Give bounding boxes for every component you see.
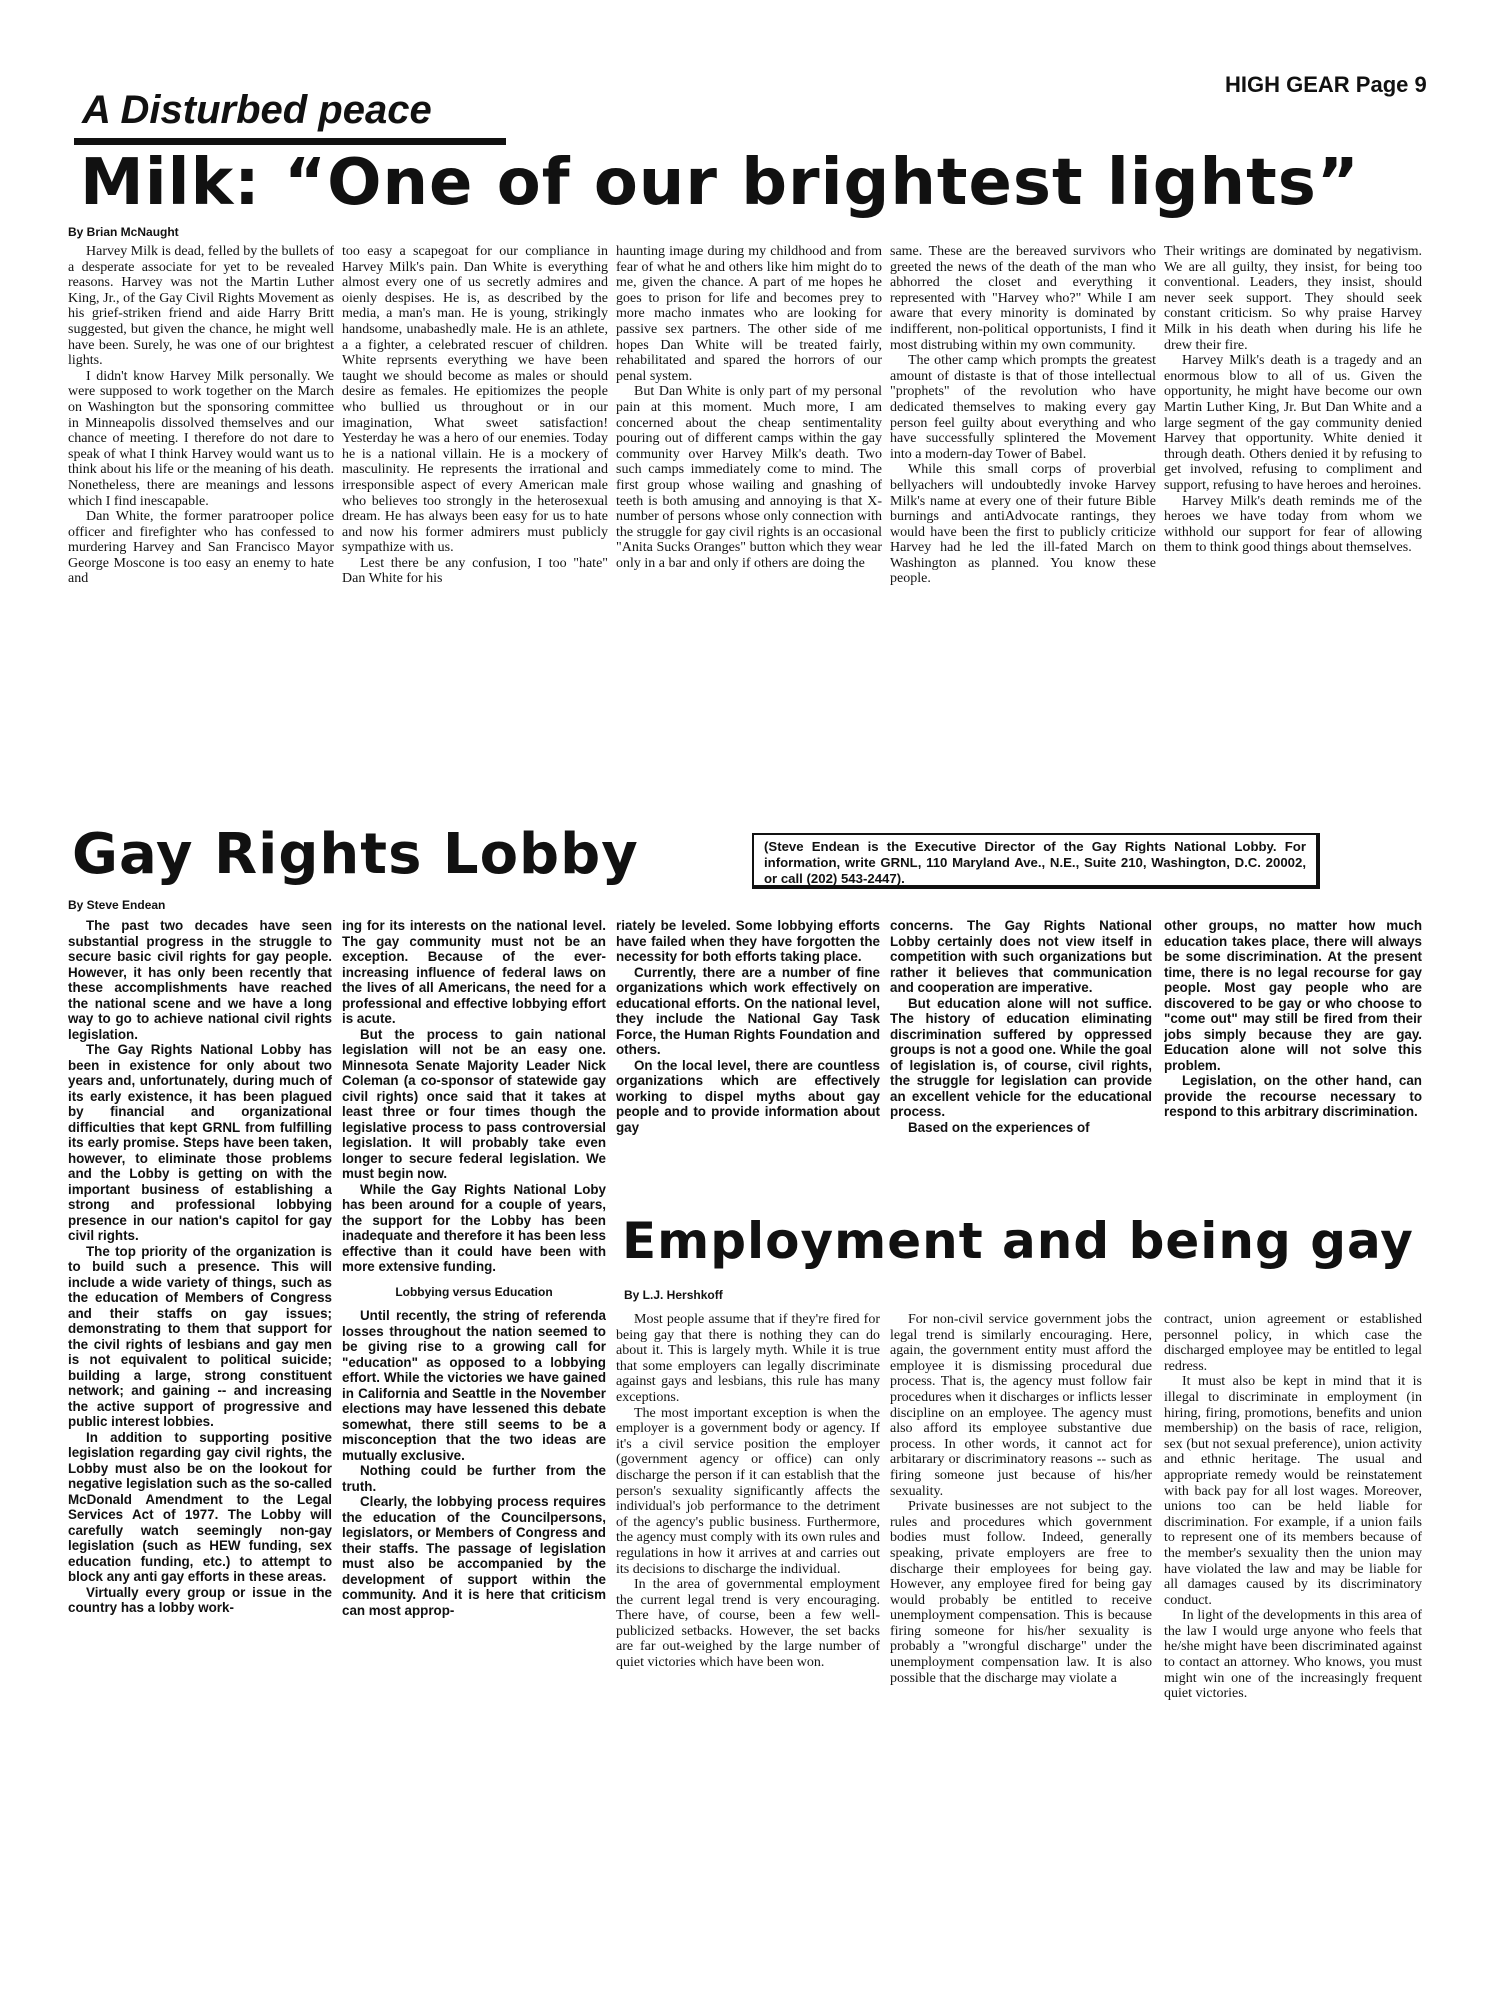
paragraph: same. These are the bereaved survivors who greeted the news of the death of the man who abhorred the closet and everything it represented with "Harvey who?" While I am aware that every minority is dominated by indifferent, non-political opportunists, I find it most distrubing within my own community.	[890, 244, 1156, 353]
paragraph: The top priority of the organization is to build such a presence. This will include a wide variety of things, such as the education of Members of Congress and their staffs on gay issues; demonstrating to them that support for the civil rights of lesbians and gay men is not equivalent to political suicide; building a large, strong constituent network; and gaining -- and increasing the active support of progressive and public interest lobbies.	[68, 1243, 332, 1429]
paragraph: In addition to supporting positive legislation regarding gay civil rights, the Lobby must also be on the lookout for negative legislation such as the so-called McDonald Amendment to the Legal Services Act of 1977. The Lobby will carefully watch seemingly non-gay legislation (such as HEW funding, sex education funding, etc.) to attempt to block any anti gay efforts in these areas.	[68, 1429, 332, 1584]
article1-headline: Milk: “One of our brightest lights”	[80, 146, 1360, 220]
paragraph: But education alone will not suffice. The history of education eliminating discrimination suffered by oppressed groups is not a good one. While the goal of legislation is, of course, civil rights, the struggle for legislation can provide an excellent vehicle for the educational process.	[890, 995, 1152, 1119]
paragraph: Their writings are dominated by negativism. We are all guilty, they insist, for being too conventional. Leaders, they insist, should never seek support. They should seek constant criticism. So why praise Harvey Milk in his death when during his life he drew their fire.	[1164, 244, 1422, 353]
paragraph: The most important exception is when the employer is a government body or agency. If it's a civil service position the employer (government agency or office) can only discharge the person if it can establish that the person's sexuality significantly affects the individual's job performance to the detriment of the agency's public business. Furthermore, the agency must comply with its own rules and regulations in how it arrives at and carries out its decisions to discharge the individual.	[616, 1405, 880, 1577]
paragraph: too easy a scapegoat for our compliance in Harvey Milk's pain. Dan White is everything almost every one of us secretly admires and oienly despises. He is, as described by the media, a man's man. He is young, strikingly handsome, unabashedly male. He is an athlete, a a fighter, a celebrated rescuer of children. White reprsents everything we have been taught we should become as males or should desire as females. He epitiomizes the people who bullied us throughout or in our imagination, What sweet satisfaction! Yesterday he was a hero of our enemies. Today he is a national villain. He is a mockery of masculinity. He represents the irrational and irresponsible aspect of every American male who believes too strongly in the heterosexual dream. He has always been easy for us to hate and now his former admirers must publicly sympathize with us.	[342, 244, 608, 556]
paragraph: ing for its interests on the national level. The gay community must not be an exception. Because of the ever-increasing influence of federal laws on the lives of all Americans, the need for a professional and effective lobbying effort is acute.	[342, 918, 606, 1026]
article1-column-2	[342, 244, 608, 814]
article2-headline: Gay Rights Lobby	[72, 822, 639, 887]
paragraph: While this small corps of proverbial bellyachers will undoubtedly invoke Harvey Milk's name at every one of their future Bible burnings and antiAdvocate rantings, they would have been the first to publicly criticize Harvey had he led the ill-fated March on Washington as planned. You know these people.	[890, 462, 1156, 587]
paragraph: While the Gay Rights National Loby has been around for a couple of years, the support for the Lobby has been inadequate and therefore it has been less effective than it could have been with more extensive funding.	[342, 1181, 606, 1274]
paragraph: Harvey Milk's death is a tragedy and an enormous blow to all of us. Given the opportunity, he might have become our own Martin Luther King, Jr. But Dan White and a large segment of the gay community denied Harvey that opportunity. White denied it through death. Others denied it by refusing to get involved, refusing to compliment and support, refusing to have heroes and heroines.	[1164, 353, 1422, 493]
subhead-lobbying-versus-education: Lobbying versus Education	[395, 1284, 553, 1299]
paragraph: For non-civil service government jobs the legal trend is similarly encouraging. Here, again, the government entity must afford the employee it is dismissing procedural due process. That is, the agency must follow fair procedures when it discharges or inflicts lesser discipline on an employee. The agency must also afford its employee substantive due process. In other words, it cannot act for arbitarary or discriminatory reasons -- such as firing someone just because of his/her sexuality.	[890, 1312, 1152, 1499]
paragraph: I didn't know Harvey Milk personally. We were supposed to work together on the March on Washington but the sponsoring committee in Minneapolis dissolved themselves and our chance of meeting. I therefore do not dare to speak of what I think Harvey would want us to think about his life or the meaning of his death. Nonetheless, there are meanings and lessons which I find inescapable.	[68, 368, 334, 509]
paragraph: Lest there be any confusion, I too "hate" Dan White for his	[342, 555, 608, 587]
paragraph: Until recently, the string of referenda losses throughout the nation seemed to be giving rise to a growing call for "education" as opposed to a lobbying effort. While the victories we have gained in California and Seattle in the November elections may have lessened this debate somewhat, there still seems to be a misconception that the two ideas are mutually exclusive.	[342, 1308, 606, 1463]
article3-column-2	[890, 1312, 1152, 1962]
article1-column-4	[890, 244, 1156, 814]
paragraph: On the local level, there are countless organizations which are effectively working to dispel myths about gay people and to provide information about gay	[616, 1057, 880, 1135]
paragraph: Virtually every group or issue in the country has a lobby work-	[68, 1584, 332, 1615]
paragraph: Dan White, the former paratrooper police officer and firefighter who has confessed to murdering Harvey and San Francisco Mayor George Moscone is too easy an enemy to hate and	[68, 509, 334, 587]
article3-column-1	[616, 1312, 880, 1962]
paragraph: In the area of governmental employment the current legal trend is very encouraging. There have, of course, been a few well-publicized setbacks. However, the set backs are far out-weighed by the large number of quiet victories which have been won.	[616, 1577, 880, 1671]
paragraph: But the process to gain national legislation will not be an easy one. Minnesota Senate Majority Leader Nick Coleman (a co-sponsor of statewide gay civil rights) once said that it takes at least three or four times though the legislative process to pass controversial legislation. It will probably take even longer to secure federal legislation. We must begin now.	[342, 1026, 606, 1181]
article1-column-5	[1164, 244, 1422, 814]
article2-column-4	[890, 918, 1152, 1208]
kicker-underline	[74, 138, 506, 145]
article2-column-5	[1164, 918, 1422, 1208]
paragraph: Legislation, on the other hand, can provide the recourse necessary to respond to this arbitrary discrimination.	[1164, 1073, 1422, 1119]
paragraph: In light of the developments in this area of the law I would urge anyone who feels that he/she might have been discriminated against to contact an attorney. Who knows, you must might win one of the increasingly frequent quiet victories.	[1164, 1608, 1422, 1702]
paragraph: Private businesses are not subject to the rules and procedures which government bodies must follow. Indeed, generally speaking, private employers are free to discharge their employees for being gay. However, any employee fired for being gay would probably be entitled to receive unemployment compensation. This is because firing someone for his/her sexuality is probably a "wrongful discharge" under the unemployment compensation law. It is also possible that the discharge may violate a	[890, 1499, 1152, 1686]
article1-column-1	[68, 244, 334, 814]
paragraph: Clearly, the lobbying process requires the education of the Councilpersons, legislators, or Members of Congress and their staffs. The passage of legislation must also be accompanied by the development of support within the community. And it is here that criticism can most approp-	[342, 1494, 606, 1618]
author-note-box: (Steve Endean is the Executive Director of the Gay Rights National Lobby. For information, write GRNL, 110 Maryland Ave., N.E., Suite 210, Washington, D.C. 20002, or call (202) 543-2447).	[752, 833, 1320, 889]
section-kicker: A Disturbed peace	[82, 88, 432, 132]
page-folio: HIGH GEAR Page 9	[1225, 72, 1427, 97]
article3-headline: Employment and being gay	[622, 1212, 1414, 1270]
article2-column-1	[68, 918, 332, 1958]
article2-column-2	[342, 918, 606, 1958]
paragraph: It must also be kept in mind that it is illegal to discriminate in employment (in hiring, firing, promotions, benefits and union membership) on the basis of race, religion, sex (but not sexual preference), union activity and ethnic heritage. The usual and appropriate remedy would be reinstatement with back pay for all lost wages. Moreover, unions too can be held liable for discrimination. For example, if a union fails to represent one of its members because of the member's sexuality then the union may have violated the law and may be liable for all damages caused by its discriminatory conduct.	[1164, 1374, 1422, 1608]
article1-column-3	[616, 244, 882, 814]
paragraph: The other camp which prompts the greatest amount of distaste is that of those intellectual "prophets" of the revolution who have dedicated themselves to making every gay person feel guilty about everything and who have successfully splintered the Movement into a modern-day Tower of Babel.	[890, 353, 1156, 462]
paragraph: Currently, there are a number of fine organizations which work effectively on educational efforts. On the national level, they include the National Gay Task Force, the Human Rights Foundation and others.	[616, 964, 880, 1057]
paragraph: The past two decades have seen substantial progress in the struggle to secure basic civil rights for gay people. However, it has only been recently that these accomplishments have reached the national scene and we have a long way to go to achieve national civil rights legislation.	[68, 918, 332, 1042]
paragraph: haunting image during my childhood and from fear of what he and others like him might do to me, given the chance. A part of me hopes he goes to prison for life and becomes prey to more macho inmates who are looking for passive sex partners. The other side of me hopes Dan White will be treated fairly, rehabilitated and spared the horrors of our penal system.	[616, 244, 882, 384]
paragraph: But Dan White is only part of my personal pain at this moment. Much more, I am concerned about the cheap sentimentality pouring out of different camps within the gay community over Harvey Milk's death. Two such camps immediately come to mind. The first group whose wailing and gnashing of teeth is both amusing and annoying is that X-number of persons whose only connection with the struggle for gay civil rights is an occasional "Anita Sucks Oranges" button which they wear only in a bar and only if others are doing the	[616, 384, 882, 571]
paragraph: Harvey Milk is dead, felled by the bullets of a desperate associate for yet to be revealed reasons. Harvey was not the Martin Luther King, Jr., of the Gay Civil Rights Movement as his grief-striken friend and aide Harry Britt suggested, but given the chance, he might well have been. Surely, he was one of our brightest lights.	[68, 244, 334, 369]
paragraph: other groups, no matter how much education takes place, there will always be some discrimination. At the present time, there is no legal recourse for gay people. Most gay people who are discovered to be gay or who choose to "come out" may still be fired from their jobs simply because they are gay. Education alone will not solve this problem.	[1164, 918, 1422, 1073]
paragraph: contract, union agreement or established personnel policy, in which case the discharged employee may be entitled to legal redress.	[1164, 1312, 1422, 1374]
paragraph: Most people assume that if they're fired for being gay that there is nothing they can do about it. This is largely myth. While it is true that some employers can legally discriminate against gays and lesbians, this rule has many exceptions.	[616, 1312, 880, 1405]
article3-byline: By L.J. Hershkoff	[624, 1288, 723, 1302]
article2-byline: By Steve Endean	[68, 898, 166, 912]
paragraph: Nothing could be further from the truth.	[342, 1463, 606, 1494]
paragraph: concerns. The Gay Rights National Lobby certainly does not view itself in competition with such organizations but rather it believes that communication and cooperation are imperative.	[890, 918, 1152, 995]
article2-column-3	[616, 918, 880, 1208]
article3-column-3	[1164, 1312, 1422, 1962]
paragraph: Harvey Milk's death reminds me of the heroes we have today from whom we withhold our support for fear of allowing them to think good things about themselves.	[1164, 493, 1422, 556]
paragraph: riately be leveled. Some lobbying efforts have failed when they have forgotten the necessity for both efforts taking place.	[616, 918, 880, 964]
article1-byline: By Brian McNaught	[68, 225, 179, 239]
paragraph: Based on the experiences of	[908, 1119, 1090, 1135]
paragraph: The Gay Rights National Lobby has been in existence for only about two years and, unfortunately, during much of its early existence, it has been plagued by financial and organizational difficulties that kept GRNL from fulfilling its early promise. Steps have been taken, however, to eliminate those problems and the Lobby is getting on with the important business of establishing a strong and professional lobbying presence in our nation's capitol for gay civil rights.	[68, 1042, 332, 1243]
